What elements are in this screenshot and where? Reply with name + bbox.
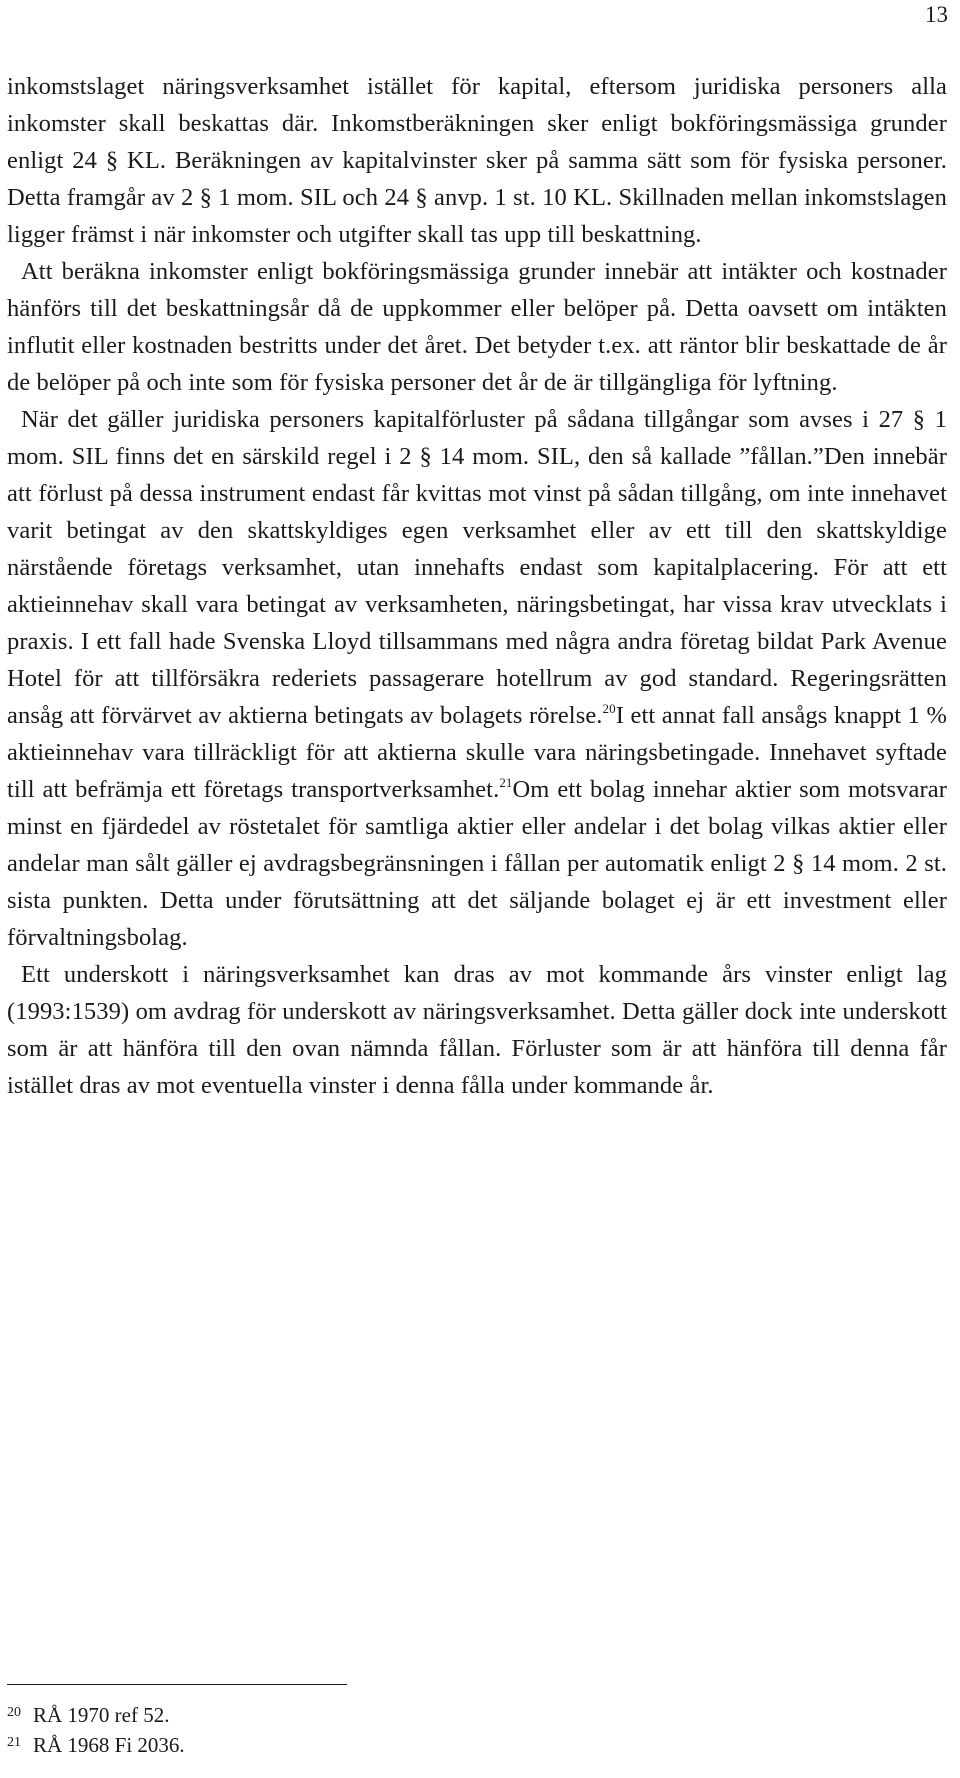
paragraph-3-part-c: Om ett bolag innehar aktier som motsvarar minst en fjärdedel av röstetalet för samtliga aktier eller andelar i det bolag vilkas aktier eller andelar man sålt gäller ej avdragsbegränsningen i fållan per automatik enligt 2 § 14 mom. 2 st. sista punkten. Detta under förutsättning att det säljande bolaget ej är ett investment eller förvaltningsbolag. — [7, 776, 947, 951]
footnote-number: 21 — [7, 1735, 21, 1750]
footnote-text: RÅ 1970 ref 52. — [33, 1703, 170, 1727]
paragraph-4: Ett underskott i näringsverksamhet kan dras av mot kommande års vinster enligt lag (1993:1539) om avdrag för underskott av näringsverksamhet. Detta gäller dock inte underskott som är att hänföra till den ovan nämnda fållan. Förluster som är att hänföra till denna får istället dras av mot eventuella vinster i denna fålla under kommande år. — [7, 961, 947, 1099]
footnote-ref-21[interactable]: 21 — [499, 775, 513, 790]
paragraph-3-part-a: När det gäller juridiska personers kapitalförluster på sådana tillgångar som avses i 27 § 1 mom. SIL finns det en särskild regel i 2 § 14 mom. SIL, den så kallade ”fållan.”Den innebär att förlust på dessa instrument endast får kvittas mot vinst på sådan tillgång, om inte innehavet varit betingat av den skattskyldiges egen verksamhet eller av ett till den skattskyldige närstående företags verksamhet, utan innehafts endast som kapitalplacering. För att ett aktieinnehav skall vara betingat av verksamheten, näringsbetingat, har vissa krav utvecklats i praxis. I ett fall hade Svenska Lloyd tillsammans med några andra företag bildat Park Avenue Hotel för att tillförsäkra rederiets passagerare hotellrum av god standard. Regeringsrätten ansåg att förvärvet av aktierna betingats av bolagets rörelse. — [7, 406, 947, 729]
paragraph-2: Att beräkna inkomster enligt bokföringsmässiga grunder innebär att intäkter och kostnader hänförs till det beskattningsår då de uppkommer eller belöper på. Detta oavsett om intäkten influtit eller kostnaden bestritts under det året. Det betyder t.ex. att räntor blir beskattade de år de belöper på och inte som för fysiska personer det år de är tillgängliga för lyftning. — [7, 258, 947, 396]
footnote-divider — [7, 1684, 347, 1685]
body-text — [7, 68, 947, 1104]
footnote-ref-20[interactable]: 20 — [602, 701, 616, 716]
paragraph-3 — [7, 401, 947, 956]
paragraph-3-part-b: I ett annat fall ansågs knappt 1 % aktieinnehav vara tillräckligt för att aktierna skulle vara näringsbetingade. Innehavet syftade till att befrämja ett företags transportverksamhet. — [7, 702, 948, 803]
footnote-number: 20 — [7, 1705, 21, 1720]
footnotes — [7, 1700, 607, 1760]
paragraph-1: inkomstslaget näringsverksamhet istället för kapital, eftersom juridiska personers alla inkomster skall beskattas där. Inkomstberäkningen sker enligt bokföringsmässiga grunder enligt 24 § KL. Beräkningen av kapitalvinster sker på samma sätt som för fysiska personer. Detta framgår av 2 § 1 mom. SIL och 24 § anvp. 1 st. 10 KL. Skillnaden mellan inkomstslagen ligger främst i när inkomster och utgifter skall tas upp till beskattning. — [7, 73, 947, 248]
footnote-21 — [7, 1730, 607, 1760]
footnote-20 — [7, 1700, 607, 1730]
footnote-text: RÅ 1968 Fi 2036. — [33, 1733, 185, 1757]
page-number: 13 — [925, 2, 948, 27]
